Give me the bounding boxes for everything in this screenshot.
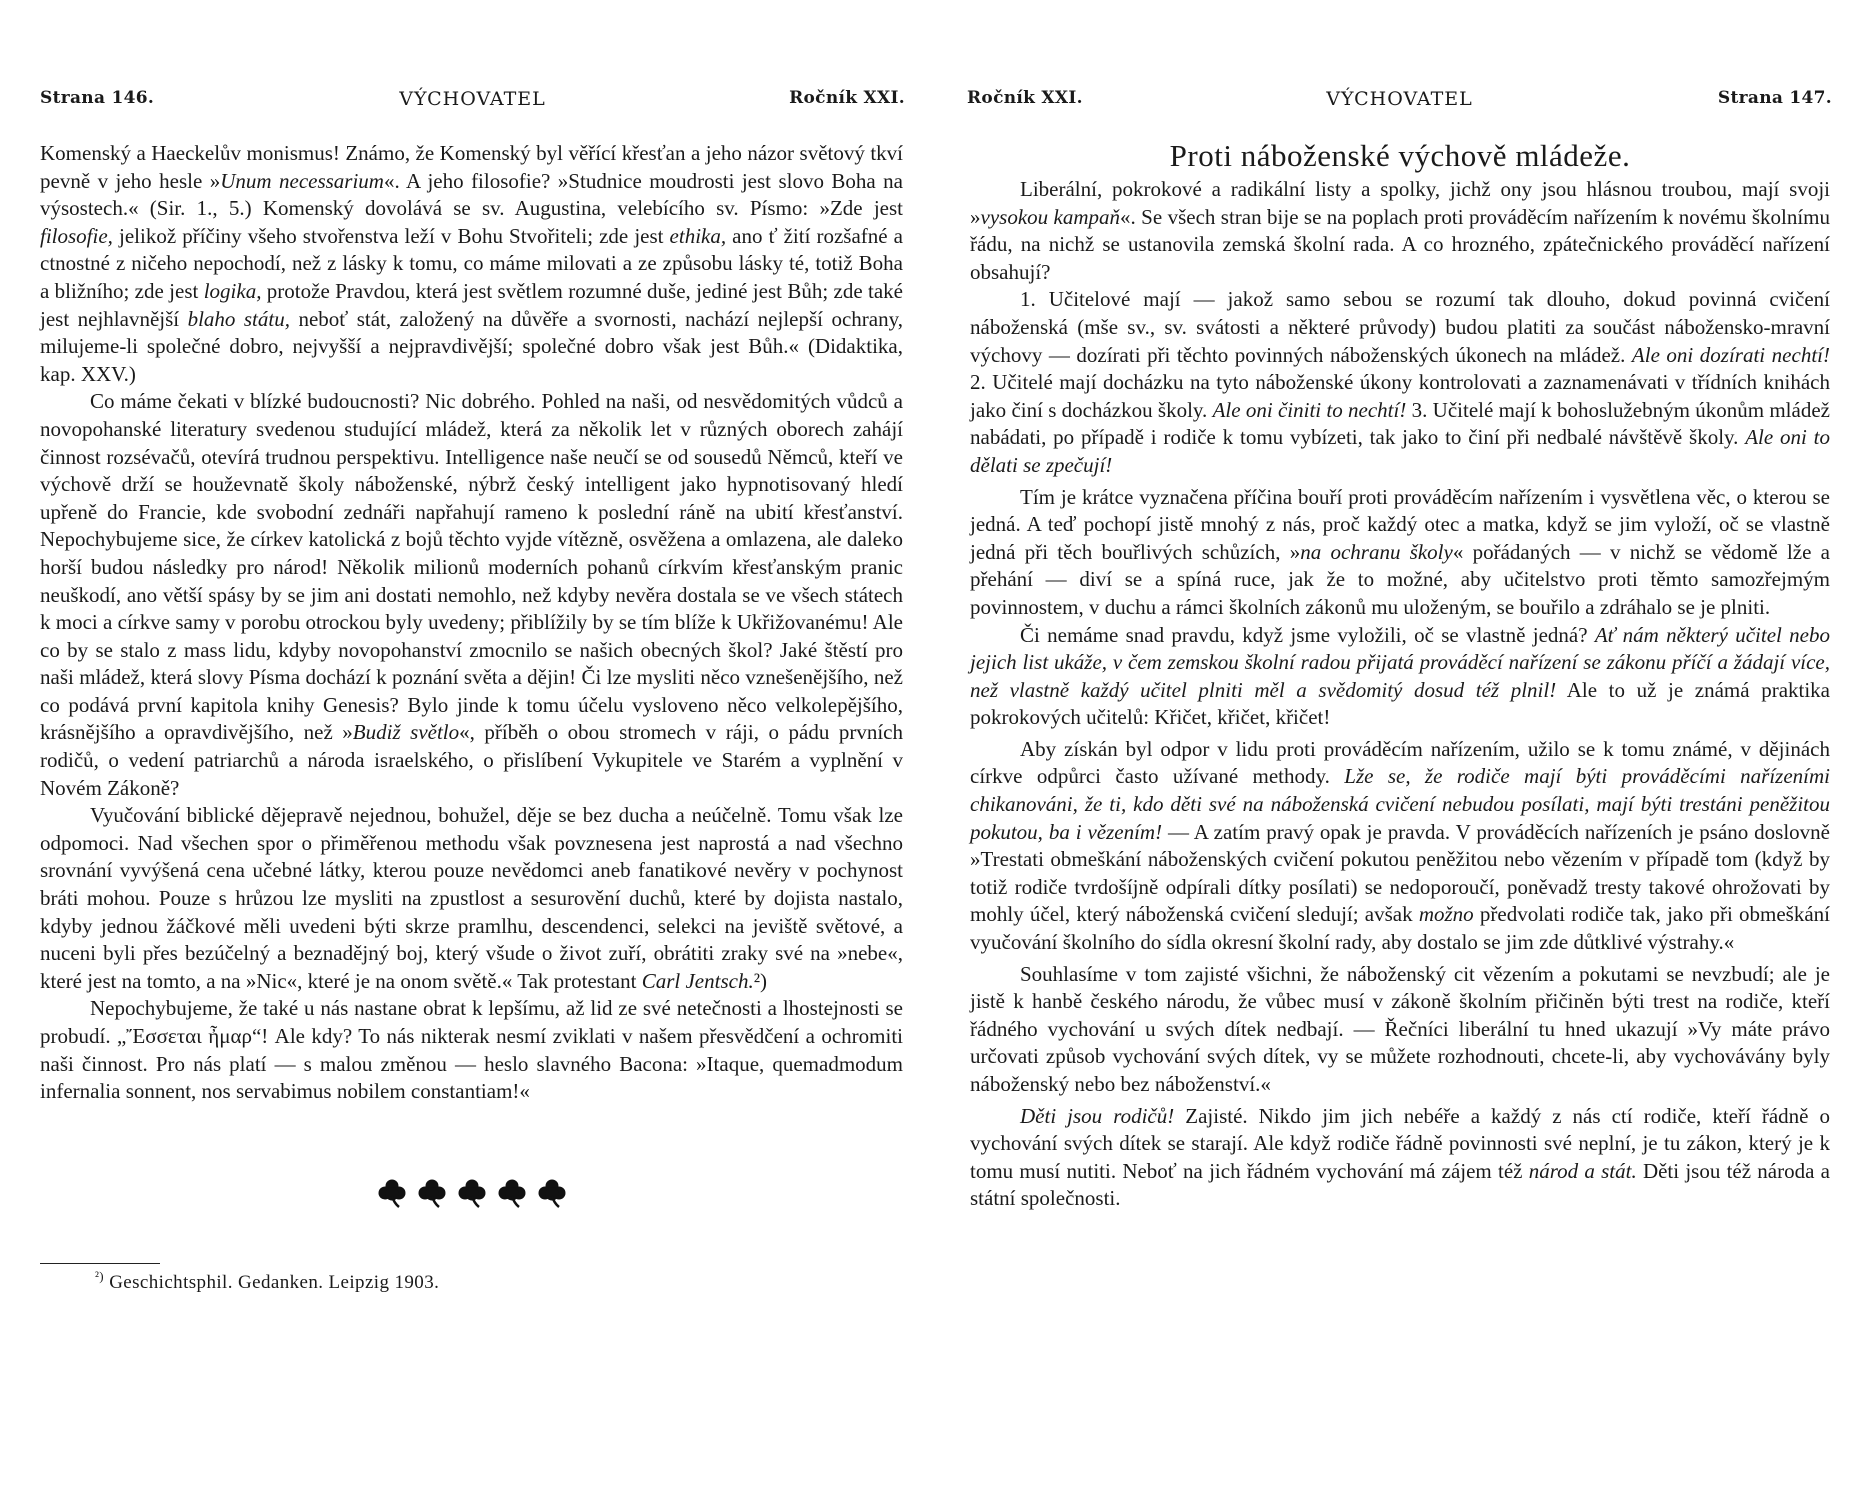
paragraph: [970, 961, 1830, 1099]
paragraph: [40, 140, 903, 388]
text-run: neboť stát, založený na důvěře a svornosti, nachází nejlepší ochrany, milujeme-li společné dobro, nejvyšší a nejpravdivější; společné dobro však jest Bůh.« (Didaktika, kap. XXV.): [40, 306, 903, 386]
paragraph: [970, 286, 1830, 479]
italic-text: ethika,: [669, 223, 727, 248]
footnote-mark: ²): [95, 1268, 105, 1284]
text-run: ²): [753, 968, 767, 993]
text-run: protože Pravdou, která jest světlem rozumné duše, jediné jest Bůh; zde také jest nejhlavnější: [40, 278, 903, 331]
italic-text: Budiž světlo: [352, 720, 460, 745]
text-run: Nepochybujeme, že také u nás nastane obrat k lepšímu, až lid ze své netečnosti a lhostejnosti se probudí. „Ἔσσεται ἦμαρ“! Ale kdy? To nás nikterak nesmí zviklati v našem přesvědčení a ochromiti naši činnost. Pro nás platí — s malou změnou — heslo slavného Bacona: »Itaque, quemadmodum infernalia sonnent, nos servabimus nobilem constantiam!«: [40, 996, 903, 1104]
footnote-text: Geschichtsphil. Gedanken. Leipzig 1903.: [109, 1272, 440, 1293]
text-run: «. Se všech stran bije se na poplach proti prováděcím nařízením k novému školnímu řádu, na nichž se ustanovila zemská školní rada. A co hrozného, zpátečnického prováděcí nařízení obsahují?: [970, 204, 1830, 284]
italic-text: logika,: [203, 278, 262, 303]
italic-text: blaho státu,: [187, 306, 290, 331]
italic-text: Unum necessarium: [220, 168, 384, 193]
italic-text: Ale oni činiti to nechtí!: [1212, 397, 1407, 422]
italic-text: filosofie,: [40, 223, 113, 248]
text-run: 3. Učitelé mají k bohoslužebným úkonům mládež nabádati, po případě i rodiče k tomu vybízeti, tak jako to činí při nedbalé návštěvě školy.: [970, 397, 1830, 450]
paragraph: [40, 995, 903, 1105]
paragraph: [970, 622, 1830, 732]
volume-label: Ročník XXI.: [967, 88, 1083, 108]
clover-ornament-icon: [538, 1178, 566, 1208]
italic-text: vysokou kampaň: [980, 204, 1121, 229]
journal-title: VÝCHOVATEL: [399, 88, 546, 110]
paragraph: [970, 736, 1830, 957]
text-run: Aby získán byl odpor v lidu proti prováděcím nařízením, užilo se k tomu známé, v dějinách církve odpůrci často užívané methody.: [970, 736, 1830, 789]
text-run: — A zatím pravý opak je pravda. V prováděcích nařízeních je psáno doslovně »Trestati obmeškání náboženských cvičení pokutou peněžitou nebo vězením v případě tom (když by totiž rodiče tvrdošíjně odpírali dítky posílati) se nedoporoučí, poněvadž tresty takové ohrožovati by mohly účel, který náboženská cvičení sledují; avšak: [970, 819, 1830, 927]
journal-title: VÝCHOVATEL: [1326, 88, 1473, 110]
italic-text: Ať nám některý učitel nebo jejich list ukáže, v čem zemskou školní radou přijatá prováděcí nařízení se zákonu příčí a žádají více, než vlastně každý učitel plniti měl a svědomitý dosud též plnil!: [970, 622, 1831, 702]
text-run: 2. Učitelé mají docházku na tyto náboženské úkony kontrolovati a zaznamenávati v třídních knihách jako činí s docházkou školy.: [970, 370, 1830, 422]
paragraph: [40, 388, 903, 802]
italic-text: Ale oni to dělati se zpečují!: [970, 425, 1830, 477]
article-body: [40, 140, 903, 1106]
right-page: [925, 0, 1850, 1500]
clover-ornament-icon: [418, 1178, 446, 1208]
paragraph: [40, 802, 903, 995]
paragraph: [970, 484, 1830, 622]
text-run: Děti jsou též národa a státní společnosti.: [970, 1158, 1831, 1211]
text-run: ano ť žití rozšafné a ctnostné z ničeho nepochodí, než z lásky k tomu, co máme milovati a ze způsobu lásky té, totiž Boha a bližního; zde jest: [40, 223, 904, 303]
italic-text: Děti jsou rodičů!: [1020, 1103, 1175, 1128]
italic-text: národ a stát.: [1528, 1158, 1637, 1183]
text-run: Vyučování biblické dějepravě nejednou, bohužel, děje se bez ducha a neúčelně. Tomu však lze odpomoci. Nad všechen spor o přiměřenou methodu však povznesena jest naprostá a nad všechno srovnání vyvýšená cena učebné látky, kterou pouze nevědomci aneb fanatikové nevěry v pochynost bráti mohou. Pouze s hrůzou lze mysliti na zpustlost a sesurovění duchů, které by dojista nastalo, kdyby jednou žáčkové měli uvedeni býti skrze pramlhu, descendenci, selekci na jeviště světové, a nuceni byli přes bezúčelný a beznadějný boj, který všude o život zuří, obrátiti zraky své na »nebe«, které jest na tomto, a na »Nic«, které je na onom světě.« Tak protestant: [40, 803, 903, 993]
clover-ornament-icon: [498, 1178, 526, 1208]
page-number: Strana 146.: [40, 88, 155, 108]
italic-text: možno: [1418, 902, 1474, 927]
volume-label: Ročník XXI.: [789, 88, 905, 108]
running-head: [40, 88, 905, 116]
article-title: Proti náboženské výchově mládeže.: [1169, 138, 1631, 173]
text-run: jelikož příčiny všeho stvořenstva leží v Bohu Stvořiteli; zde jest: [112, 223, 670, 248]
clover-ornament-icon: [458, 1178, 486, 1208]
paragraph: [970, 1103, 1830, 1213]
page-number: Strana 147.: [1717, 88, 1832, 108]
text-run: «. A jeho filosofie? »Studnice moudrosti jest slovo Boha na výsostech.« (Sir. 1., 5.) Komenský dovolává se sv. Augustina, velebícího sv. Písmo: »Zde jest: [40, 168, 903, 221]
text-run: Komenský a Haeckelův monismus! Známo, že Komenský byl věřící křesťan a jeho názor světový tkví pevně v jeho hesle »: [40, 141, 903, 193]
text-run: Souhlasíme v tom zajisté všichni, že náboženský cit vězením a pokutami se nevzbudí; ale je jistě k hanbě českého národu, že vůbec musí v zákoně školním přičiněn býti trest na rodiče, kteří řádného vychování u svých dítek nedbají. — Řečníci liberální tu hned ukazují »Vy máte právo určovati způsob vychování svých dítek, vy se můžete rozhodnouti, chcete-li, aby vychovávány byly náboženský nebo bez náboženství.«: [970, 961, 1830, 1096]
italic-text: Ale oni dozírati nechtí!: [1631, 342, 1830, 367]
running-head: [967, 88, 1832, 116]
clover-ornament-icon: [378, 1178, 406, 1208]
text-run: předvolati rodiče tak, jako při obmeškání vyučování školního do sídla okresní školní rady, aby dostalo se jim zde důtklivé výstrahy.«: [970, 902, 1831, 955]
text-run: 1. Učitelové mají — jakož samo sebou se rozumí tak dlouho, dokud povinná cvičení náboženská (mše sv., sv. svátosti a některé průvody) budou platiti za součást nábožensko-mravní výchovy — dozírati při těchto povinných náboženských úkonech na mládež.: [970, 287, 1830, 367]
italic-text: na ochranu školy: [1300, 539, 1453, 564]
text-run: Liberální, pokrokové a radikální listy a spolky, jichž ony jsou hlásnou troubou, mají svoji »: [970, 177, 1830, 229]
italic-text: Carl Jentsch.: [641, 968, 754, 993]
footnote-rule: [40, 1263, 160, 1264]
text-run: « pořádaných — v nichž se vědomě lže a přehání — diví se a spíná ruce, jak že to možné, aby učitelstvo proti těmto samozřejmým povinnostem, v duchu a rámci školních zákonů mu uloženým, se bouřilo a zdráhalo se je plniti.: [970, 539, 1830, 619]
text-run: Tím je krátce vyznačena příčina bouří proti prováděcím nařízením i vysvětlena věc, o kterou se jedná. A teď pochopí jistě mnohý z nás, proč každý otec a matka, když se jim vyloží, oč se vlastně jedná při těch bouřlivých schůzích, »: [970, 484, 1830, 564]
article-body: [970, 176, 1830, 1213]
ornament-divider: [372, 1170, 572, 1216]
text-run: Co máme čekati v blízké budoucnosti? Nic dobrého. Pohled na naši, od nesvědomitých vůdců a novopohanské literatury svedenou studující mládež, která za několik let v různých oborech zahájí činnost rozsévačů, otevírá trudnou perspektivu. Intelligence naše neučí se od sousedů Němců, kteří ve výchově drží se houževnatě školy náboženské, nýbrž český intelligent jako hypnotisovaný hledí upřeně do Francie, kde svobodní zednáři napřahují rameno k poslední ráně na ubití křesťanství. Nepochybujeme sice, že církev katolická z bojů těchto vyjde vítězně, osvěžena a omlazena, ale daleko horší budou následky pro národ! Několik milionů moderních pohanů církvím křesťanským pranic neuškodí, ano větší spásy by se jim ani dostati nemohlo, než kdyby nevěra dostala se ve všech státech k moci a církve samy v porobu otrockou byly uvedeny; přiblížily by se tím blíže k Ukřižovanému! Ale co by se stalo z mass lidu, kdyby novopohanství zmocnilo se našich obecných škol? Jaké štěstí pro naši mládež, která slovy Písma dochází k poznání světa a dějin! Či lze mysliti něco vznešenějšího, než co podává první kapitola knihy Genesis? Bylo jinde k tomu účelu vysloveno něco velkolepějšího, krásnějšího a opravdivějšího, než »: [40, 389, 903, 745]
text-run: Zajisté. Nikdo jim jich nebéře a každý z nás ctí rodiče, kteří řádně o vychování svých dítek se starají. Ale když rodiče řádně povinnosti své neplní, je tu zákon, který je k tomu musí nutiti. Neboť na jich řádném vychování má zájem též: [970, 1103, 1830, 1183]
footnote: [95, 1268, 440, 1294]
italic-text: Lže se, že rodiče mají býti prováděcími nařízeními chikanováni, že ti, kdo děti své na náboženská cvičení nebudou posílati, mají býti trestáni peněžitou pokutou, ba i vězením!: [970, 764, 1830, 844]
text-run: Či nemáme snad pravdu, když jsme vyložili, oč se vlastně jedná?: [1020, 622, 1595, 647]
text-run: «, příběh o obou stromech v ráji, o pádu prvních rodičů, o vedení patriarchů a národa israelského, o přislíbení Vykupitele ve Starém a vyplnění v Novém Zákoně?: [40, 720, 904, 800]
paragraph: [970, 176, 1830, 286]
text-run: Ale to už je známá praktika pokrokových učitelů: Křičet, křičet, křičet!: [970, 677, 1831, 730]
